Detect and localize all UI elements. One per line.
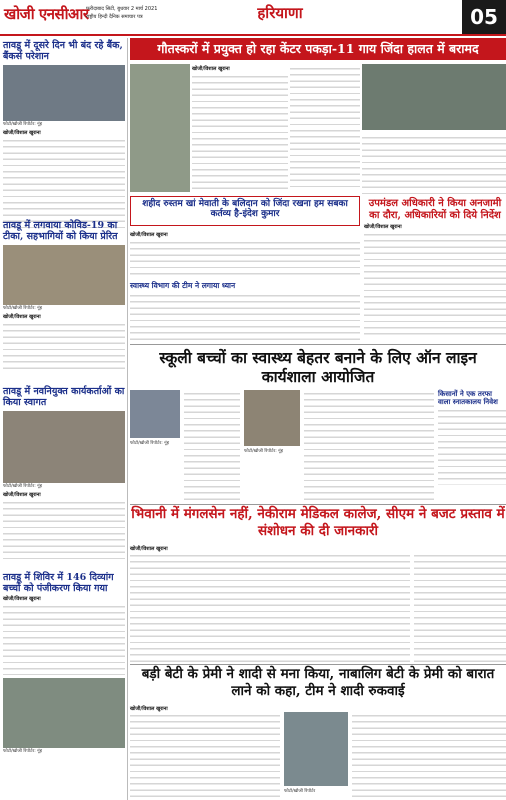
newspaper-logo: खोजी एनसीआर [4,5,89,23]
workshop-photo-2 [244,390,300,446]
left-story-2-caption: फोटो/खोजी रिपोर्टर: नूंह [3,306,43,311]
health-team-text [130,292,360,342]
bhiwani-dateline: खोजी/विशाल खुराना [130,546,168,552]
workshop-text-2 [304,390,434,500]
left-story-4-body [3,603,125,675]
left-column [0,38,128,800]
divider [130,504,506,505]
martyr-story-text [130,239,360,279]
martyr-story-body [130,230,360,340]
side-brief[interactable] [438,390,506,485]
side-brief-text [438,407,506,485]
left-story-1[interactable] [3,40,125,233]
left-story-3-photo [3,411,125,483]
left-story-1-dateline: खोजी/विशाल खुराना [3,130,41,136]
bhiwani-headline[interactable]: भिवानी में मंगलसेन नहीं, नेकीराम मेडिकल कालेज, सीएम ने बजट प्रस्ताव में संशोधन की दी जानकारी [131,506,505,539]
cattle-truck-photo [130,64,190,192]
left-story-1-caption: फोटो/खोजी रिपोर्टर: नूंह [3,122,43,127]
left-story-2[interactable] [3,220,125,371]
left-story-4[interactable] [3,572,125,755]
divider [130,664,506,665]
masthead-dateline [86,5,196,21]
bhiwani-text [130,552,410,662]
left-story-2-dateline: खोजी/विशाल खुराना [3,314,41,320]
top-story-body-3 [362,134,506,194]
divider [130,344,506,345]
marriage-story-headline[interactable]: बड़ी बेटी के प्रेमी ने शादी से मना किया, नाबालिग बेटी के प्रेमी को बारात लाने को कहा, टीम ने शादी रुकवाई [141,666,495,699]
top-story-body-2 [290,65,360,191]
left-story-4-headline[interactable]: तावडू में शिविर में 146 दिव्यांग बच्चों को पंजीकरण किया गया [3,572,114,594]
sdm-story-dateline: खोजी/विशाल खुराना [364,224,402,230]
masthead [0,0,506,36]
issue-date: फरीदाबाद सिटी, बुधवार 2 मार्च 2021 [86,6,158,12]
top-story-col-2 [290,64,360,192]
left-story-1-headline[interactable]: तावडू में दूसरे दिन भी बंद रहे बैंक, बैंकर्स परेशान [3,40,123,62]
marriage-story-dateline: खोजी/विशाल खुराना [130,706,168,712]
page-number: 05 [462,0,506,34]
left-story-2-photo [3,245,125,305]
seized-cows-photo [362,64,506,130]
left-story-4-caption: फोटो/खोजी रिपोर्टर: नूंह [3,749,43,754]
workshop-text-1 [184,390,240,500]
sdm-story-headline[interactable]: उपमंडल अधिकारी ने किया अनजामी का दौरा, अधिकारियों को दिये निर्देश [368,198,502,221]
bhiwani-text-2 [414,552,506,662]
left-story-1-body [3,137,125,233]
marriage-story-text-2 [352,712,506,798]
martyr-story-dateline: खोजी/विशाल खुराना [130,232,168,238]
left-story-3-dateline: खोजी/विशाल खुराना [3,492,41,498]
workshop-photo-1-caption: फोटो/खोजी रिपोर्टर: नूंह [130,441,170,446]
sdm-story[interactable] [364,198,506,335]
school-workshop-headline[interactable]: स्कूली बच्चों का स्वास्थ्य बेहतर बनाने के लिए ऑन लाइन कार्यशाला आयोजित [159,348,477,386]
martyr-story-headline[interactable]: शहीद रुस्तम खां मेवाती के बलिदान को जिंदा रखना हम सबका कर्तव्य है-इंदेश कुमार [142,199,348,219]
sdm-story-text [364,231,506,335]
left-story-3[interactable] [3,386,125,559]
workshop-photo-2-caption: फोटो/खोजी रिपोर्टर: नूंह [244,449,284,454]
top-banner-headline[interactable]: गौतस्करों में प्रयुक्त हो रहा केंटर पकड़ा-11 गाय जिंदा हालत में बरामद [130,38,506,60]
health-team-subhead: स्वास्थ्य विभाग की टीम ने लगाया ध्यान [130,281,236,290]
top-story-body-1 [192,73,288,191]
left-story-2-headline[interactable]: तावडू में लगवाया कोविड-19 का टीका, सहभागियों को किया प्रेरित [3,220,118,242]
section-title: हरियाणा [257,4,303,22]
left-story-3-caption: फोटो/खोजी रिपोर्टर: नूंह [3,484,43,489]
top-story-col-1 [192,64,288,192]
left-story-4-dateline: खोजी/विशाल खुराना [3,596,41,602]
left-story-1-photo [3,65,125,121]
top-story-dateline: खोजी/विशाल खुराना [192,66,230,72]
marriage-story-caption: फोटो/खोजी रिपोर्टर [284,789,316,794]
side-brief-headline[interactable]: किसानों ने एक तरफा वाला स्नातकालय निवेश [438,389,498,406]
marriage-story-photo [284,712,348,786]
left-story-2-body [3,321,125,371]
workshop-photo-1 [130,390,180,438]
left-story-3-headline[interactable]: तावडू में नवनियुक्त कार्यकर्ताओं का किया स्वागत [3,386,125,408]
marriage-story-text [130,712,280,798]
left-story-4-photo [3,678,125,748]
tagline: राष्ट्रीय हिन्दी दैनिक समाचार पत्र [86,14,143,20]
left-story-3-body [3,499,125,559]
martyr-story-box[interactable] [130,196,360,226]
